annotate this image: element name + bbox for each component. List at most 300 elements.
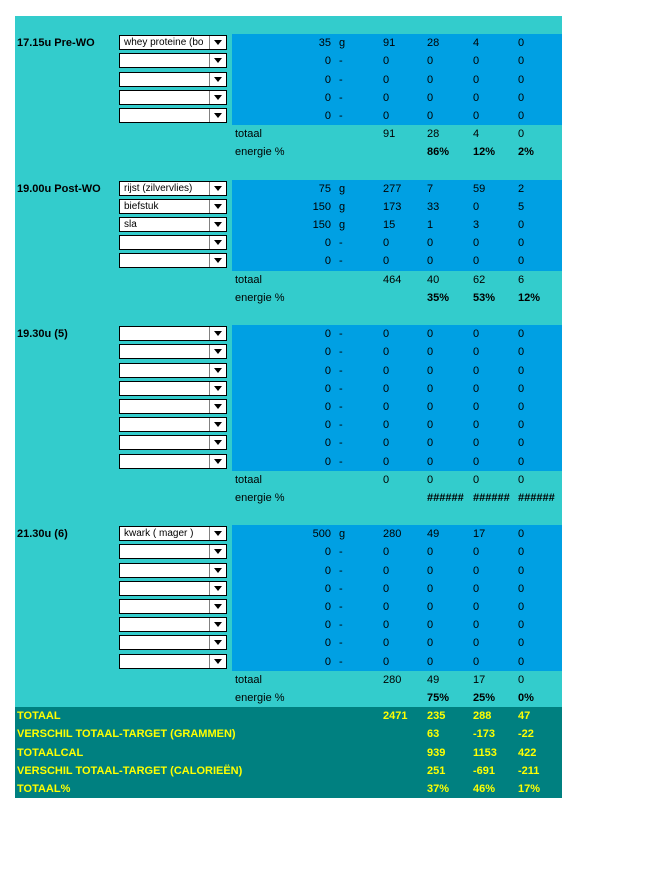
koolhydraat-value: 0 bbox=[473, 328, 480, 341]
amount-value[interactable]: 0 bbox=[324, 655, 331, 668]
food-select[interactable] bbox=[119, 344, 227, 359]
food-row bbox=[15, 653, 562, 671]
chevron-down-icon[interactable] bbox=[209, 182, 226, 195]
food-select[interactable] bbox=[119, 181, 227, 196]
koolhydraat-value: 0 bbox=[473, 73, 480, 86]
food-row bbox=[15, 598, 562, 616]
amount-value[interactable]: 0 bbox=[324, 55, 331, 68]
totaal-eiwit: 0 bbox=[427, 473, 434, 486]
koolhydraat-value: 0 bbox=[473, 55, 480, 68]
vet-value: 0 bbox=[518, 400, 525, 413]
amount-value[interactable]: 0 bbox=[324, 73, 331, 86]
kcal-value: 0 bbox=[383, 655, 390, 668]
chevron-down-icon[interactable] bbox=[209, 636, 226, 649]
summary-eiwit: 63 bbox=[427, 728, 440, 741]
energie-koolhydraat: 53% bbox=[473, 291, 496, 304]
meals-container bbox=[15, 34, 562, 707]
summary-vet: -22 bbox=[518, 728, 534, 741]
amount-value[interactable]: 0 bbox=[324, 400, 331, 413]
energie-label: energie % bbox=[235, 291, 285, 304]
amount-value[interactable]: 150 bbox=[312, 200, 331, 213]
amount-unit: g bbox=[339, 200, 346, 213]
koolhydraat-value: 4 bbox=[473, 37, 480, 50]
amount-value[interactable]: 0 bbox=[324, 382, 331, 395]
summary-vet: -211 bbox=[518, 764, 540, 777]
koolhydraat-value: 59 bbox=[473, 182, 486, 195]
koolhydraat-value: 0 bbox=[473, 637, 480, 650]
meal-section bbox=[15, 180, 562, 326]
summary-vet: 17% bbox=[518, 782, 541, 795]
amount-value[interactable]: 0 bbox=[324, 601, 331, 613]
eiwit-value: 0 bbox=[427, 328, 434, 341]
summary-label: TOTAALCAL bbox=[17, 746, 84, 759]
food-select[interactable] bbox=[119, 435, 227, 450]
summary-label: TOTAAL% bbox=[17, 782, 71, 795]
summary-row bbox=[15, 725, 562, 743]
amount-unit: g bbox=[339, 528, 346, 541]
koolhydraat-value: 0 bbox=[473, 546, 480, 559]
energie-row bbox=[15, 489, 562, 507]
koolhydraat-value: 0 bbox=[473, 109, 480, 122]
amount-value[interactable]: 0 bbox=[324, 419, 331, 432]
summary-koolhydraat: -173 bbox=[473, 728, 496, 741]
amount-unit: - bbox=[339, 419, 343, 432]
food-row bbox=[15, 543, 562, 561]
food-row bbox=[15, 380, 562, 398]
eiwit-value: 0 bbox=[427, 91, 434, 104]
food-row bbox=[15, 562, 562, 580]
chevron-down-icon[interactable] bbox=[209, 382, 226, 395]
chevron-down-icon[interactable] bbox=[209, 200, 226, 213]
amount-unit: - bbox=[339, 437, 343, 450]
amount-unit: - bbox=[339, 55, 343, 68]
totaal-vet: 6 bbox=[518, 273, 525, 286]
energie-label: energie % bbox=[235, 691, 285, 704]
amount-value[interactable]: 0 bbox=[324, 437, 331, 450]
amount-unit: - bbox=[339, 382, 343, 395]
energie-eiwit: 35% bbox=[427, 291, 450, 304]
koolhydraat-value: 0 bbox=[473, 437, 480, 450]
food-row bbox=[15, 180, 562, 198]
vet-value: 0 bbox=[518, 109, 525, 122]
chevron-down-icon[interactable] bbox=[209, 218, 226, 231]
eiwit-value: 49 bbox=[427, 528, 440, 541]
food-select-value: rijst (zilvervlies) bbox=[124, 182, 193, 194]
amount-value[interactable]: 0 bbox=[324, 637, 331, 650]
koolhydraat-value: 17 bbox=[473, 528, 486, 541]
totaal-koolhydraat: 17 bbox=[473, 673, 486, 686]
totaal-label: totaal bbox=[235, 473, 262, 486]
koolhydraat-value: 0 bbox=[473, 200, 480, 213]
chevron-down-icon[interactable] bbox=[209, 36, 226, 49]
chevron-down-icon[interactable] bbox=[209, 400, 226, 413]
amount-value[interactable]: 0 bbox=[324, 564, 331, 577]
vet-value: 0 bbox=[518, 73, 525, 86]
vet-value: 0 bbox=[518, 601, 525, 613]
eiwit-value: 33 bbox=[427, 200, 440, 213]
amount-unit: - bbox=[339, 637, 343, 650]
vet-value: 0 bbox=[518, 419, 525, 432]
food-select-value: sla bbox=[124, 219, 137, 231]
eiwit-value: 0 bbox=[427, 364, 434, 377]
spacer-row bbox=[15, 162, 562, 180]
totaal-vet: 0 bbox=[518, 473, 525, 486]
amount-value[interactable]: 0 bbox=[324, 619, 331, 632]
food-select[interactable] bbox=[119, 599, 227, 614]
koolhydraat-value: 0 bbox=[473, 582, 480, 595]
chevron-down-icon[interactable] bbox=[209, 655, 226, 668]
eiwit-value: 0 bbox=[427, 237, 434, 250]
vet-value: 0 bbox=[518, 55, 525, 68]
koolhydraat-value: 0 bbox=[473, 601, 480, 613]
amount-unit: - bbox=[339, 455, 343, 468]
amount-unit: - bbox=[339, 400, 343, 413]
spacer-row bbox=[15, 307, 562, 325]
kcal-value: 277 bbox=[383, 182, 402, 195]
amount-unit: - bbox=[339, 564, 343, 577]
kcal-value: 0 bbox=[383, 400, 390, 413]
eiwit-value: 0 bbox=[427, 546, 434, 559]
vet-value: 0 bbox=[518, 564, 525, 577]
summary-label: VERSCHIL TOTAAL-TARGET (CALORIEËN) bbox=[17, 764, 243, 777]
food-select[interactable] bbox=[119, 417, 227, 432]
chevron-down-icon[interactable] bbox=[209, 600, 226, 613]
chevron-down-icon[interactable] bbox=[209, 582, 226, 595]
kcal-value: 0 bbox=[383, 455, 390, 468]
totaal-eiwit: 49 bbox=[427, 673, 440, 686]
amount-value[interactable]: 500 bbox=[312, 528, 331, 541]
food-select[interactable] bbox=[119, 617, 227, 632]
meal-name: 17.15u Pre-WO bbox=[17, 37, 95, 50]
energie-vet: 2% bbox=[518, 146, 534, 159]
amount-value[interactable]: 0 bbox=[324, 255, 331, 268]
energie-koolhydraat: 25% bbox=[473, 691, 496, 704]
summary-eiwit: 251 bbox=[427, 764, 446, 777]
totaal-label: totaal bbox=[235, 673, 262, 686]
amount-value[interactable]: 0 bbox=[324, 455, 331, 468]
totaal-kcal: 0 bbox=[383, 473, 390, 486]
vet-value: 0 bbox=[518, 255, 525, 268]
food-select[interactable] bbox=[119, 108, 227, 123]
summary-container bbox=[15, 707, 562, 798]
kcal-value: 0 bbox=[383, 546, 390, 559]
koolhydraat-value: 0 bbox=[473, 400, 480, 413]
kcal-value: 0 bbox=[383, 382, 390, 395]
chevron-down-icon[interactable] bbox=[209, 364, 226, 377]
amount-value[interactable]: 150 bbox=[312, 219, 331, 232]
vet-value: 0 bbox=[518, 655, 525, 668]
vet-value: 0 bbox=[518, 346, 525, 359]
amount-value[interactable]: 0 bbox=[324, 237, 331, 250]
amount-unit: - bbox=[339, 364, 343, 377]
koolhydraat-value: 0 bbox=[473, 655, 480, 668]
kcal-value: 0 bbox=[383, 564, 390, 577]
eiwit-value: 0 bbox=[427, 382, 434, 395]
totaal-kcal: 91 bbox=[383, 128, 396, 141]
food-row bbox=[15, 434, 562, 452]
amount-unit: - bbox=[339, 328, 343, 341]
amount-unit: - bbox=[339, 582, 343, 595]
amount-unit: - bbox=[339, 601, 343, 613]
spreadsheet bbox=[15, 16, 562, 798]
vet-value: 0 bbox=[518, 619, 525, 632]
amount-unit: - bbox=[339, 237, 343, 250]
food-select[interactable] bbox=[119, 53, 227, 68]
koolhydraat-value: 0 bbox=[473, 255, 480, 268]
vet-value: 0 bbox=[518, 364, 525, 377]
energie-koolhydraat: 12% bbox=[473, 146, 496, 159]
chevron-down-icon[interactable] bbox=[209, 254, 226, 267]
kcal-value: 0 bbox=[383, 601, 390, 613]
vet-value: 0 bbox=[518, 237, 525, 250]
food-row bbox=[15, 71, 562, 89]
chevron-down-icon[interactable] bbox=[209, 436, 226, 449]
header-spacer-row bbox=[15, 16, 562, 34]
food-select[interactable] bbox=[119, 635, 227, 650]
eiwit-value: 0 bbox=[427, 437, 434, 450]
chevron-down-icon[interactable] bbox=[209, 73, 226, 86]
summary-koolhydraat: 288 bbox=[473, 710, 492, 723]
eiwit-value: 7 bbox=[427, 182, 434, 195]
totaal-label: totaal bbox=[235, 273, 262, 286]
eiwit-value: 0 bbox=[427, 637, 434, 650]
amount-value[interactable]: 0 bbox=[324, 364, 331, 377]
food-select[interactable] bbox=[119, 253, 227, 268]
amount-value[interactable]: 75 bbox=[318, 182, 331, 195]
eiwit-value: 0 bbox=[427, 55, 434, 68]
amount-unit: - bbox=[339, 546, 343, 559]
vet-value: 0 bbox=[518, 219, 525, 232]
meal-name: 19.00u Post-WO bbox=[17, 182, 101, 195]
totaal-label: totaal bbox=[235, 128, 262, 141]
summary-label: TOTAAL bbox=[17, 710, 61, 723]
meal-name: 21.30u (6) bbox=[17, 528, 68, 541]
totaal-koolhydraat: 62 bbox=[473, 273, 486, 286]
vet-value: 5 bbox=[518, 200, 525, 213]
summary-eiwit: 939 bbox=[427, 746, 446, 759]
summary-row bbox=[15, 762, 562, 780]
totaal-vet: 0 bbox=[518, 128, 525, 141]
kcal-value: 0 bbox=[383, 55, 390, 68]
totaal-row bbox=[15, 671, 562, 689]
kcal-value: 280 bbox=[383, 528, 402, 541]
chevron-down-icon[interactable] bbox=[209, 345, 226, 358]
food-select[interactable] bbox=[119, 399, 227, 414]
food-row bbox=[15, 52, 562, 70]
food-row bbox=[15, 634, 562, 652]
amount-unit: - bbox=[339, 346, 343, 359]
eiwit-value: 28 bbox=[427, 37, 440, 50]
food-select-value: biefstuk bbox=[124, 200, 159, 212]
eiwit-value: 0 bbox=[427, 346, 434, 359]
food-row bbox=[15, 525, 562, 543]
amount-value[interactable]: 0 bbox=[324, 346, 331, 359]
vet-value: 0 bbox=[518, 37, 525, 50]
chevron-down-icon[interactable] bbox=[209, 527, 226, 540]
vet-value: 0 bbox=[518, 528, 525, 541]
food-row bbox=[15, 198, 562, 216]
amount-value[interactable]: 0 bbox=[324, 546, 331, 559]
kcal-value: 0 bbox=[383, 91, 390, 104]
summary-vet: 47 bbox=[518, 710, 531, 723]
food-select-value: kwark ( mager ) bbox=[124, 528, 194, 540]
totaal-eiwit: 28 bbox=[427, 128, 440, 141]
meal-section bbox=[15, 325, 562, 525]
energie-row bbox=[15, 289, 562, 307]
chevron-down-icon[interactable] bbox=[209, 418, 226, 431]
food-row bbox=[15, 416, 562, 434]
eiwit-value: 1 bbox=[427, 219, 434, 232]
koolhydraat-value: 0 bbox=[473, 455, 480, 468]
chevron-down-icon[interactable] bbox=[209, 91, 226, 104]
energie-vet: ###### bbox=[518, 491, 555, 504]
kcal-value: 0 bbox=[383, 109, 390, 122]
food-row bbox=[15, 616, 562, 634]
summary-koolhydraat: 46% bbox=[473, 782, 496, 795]
kcal-value: 0 bbox=[383, 255, 390, 268]
vet-value: 0 bbox=[518, 91, 525, 104]
amount-unit: - bbox=[339, 73, 343, 86]
food-select-value: whey proteine (bo bbox=[124, 37, 204, 49]
totaal-row bbox=[15, 271, 562, 289]
food-select[interactable] bbox=[119, 454, 227, 469]
vet-value: 0 bbox=[518, 382, 525, 395]
summary-row bbox=[15, 707, 562, 725]
kcal-value: 0 bbox=[383, 364, 390, 377]
vet-value: 0 bbox=[518, 546, 525, 559]
amount-value[interactable]: 0 bbox=[324, 328, 331, 341]
spacer-row bbox=[15, 507, 562, 525]
summary-label: VERSCHIL TOTAAL-TARGET (GRAMMEN) bbox=[17, 728, 236, 741]
kcal-value: 173 bbox=[383, 200, 402, 213]
energie-label: energie % bbox=[235, 491, 285, 504]
food-row bbox=[15, 453, 562, 471]
koolhydraat-value: 0 bbox=[473, 364, 480, 377]
vet-value: 0 bbox=[518, 455, 525, 468]
amount-value[interactable]: 0 bbox=[324, 91, 331, 104]
food-select[interactable] bbox=[119, 581, 227, 596]
food-row bbox=[15, 362, 562, 380]
amount-unit: - bbox=[339, 109, 343, 122]
food-select[interactable] bbox=[119, 363, 227, 378]
summary-koolhydraat: -691 bbox=[473, 764, 496, 777]
chevron-down-icon[interactable] bbox=[209, 564, 226, 577]
totaal-row bbox=[15, 125, 562, 143]
amount-unit: g bbox=[339, 182, 346, 195]
summary-eiwit: 235 bbox=[427, 710, 446, 723]
totaal-koolhydraat: 0 bbox=[473, 473, 480, 486]
food-select[interactable] bbox=[119, 35, 227, 50]
kcal-value: 0 bbox=[383, 237, 390, 250]
food-select[interactable] bbox=[119, 199, 227, 214]
eiwit-value: 0 bbox=[427, 455, 434, 468]
food-row bbox=[15, 343, 562, 361]
koolhydraat-value: 0 bbox=[473, 419, 480, 432]
food-select[interactable] bbox=[119, 90, 227, 105]
koolhydraat-value: 3 bbox=[473, 219, 480, 232]
eiwit-value: 0 bbox=[427, 109, 434, 122]
amount-unit: - bbox=[339, 91, 343, 104]
koolhydraat-value: 0 bbox=[473, 346, 480, 359]
meal-section bbox=[15, 525, 562, 707]
chevron-down-icon[interactable] bbox=[209, 327, 226, 340]
food-select[interactable] bbox=[119, 326, 227, 341]
energie-eiwit: 75% bbox=[427, 691, 450, 704]
summary-row bbox=[15, 780, 562, 798]
vet-value: 2 bbox=[518, 182, 525, 195]
eiwit-value: 0 bbox=[427, 582, 434, 595]
amount-unit: - bbox=[339, 619, 343, 632]
chevron-down-icon[interactable] bbox=[209, 545, 226, 558]
totaal-row bbox=[15, 471, 562, 489]
energie-eiwit: 86% bbox=[427, 146, 450, 159]
food-select[interactable] bbox=[119, 526, 227, 541]
food-row bbox=[15, 107, 562, 125]
summary-eiwit: 37% bbox=[427, 782, 450, 795]
vet-value: 0 bbox=[518, 328, 525, 341]
food-select[interactable] bbox=[119, 72, 227, 87]
summary-kcal: 2471 bbox=[383, 710, 408, 723]
kcal-value: 0 bbox=[383, 437, 390, 450]
chevron-down-icon[interactable] bbox=[209, 236, 226, 249]
eiwit-value: 0 bbox=[427, 619, 434, 632]
kcal-value: 0 bbox=[383, 419, 390, 432]
meal-section bbox=[15, 34, 562, 180]
energie-vet: 0% bbox=[518, 691, 534, 704]
food-select[interactable] bbox=[119, 381, 227, 396]
amount-unit: g bbox=[339, 37, 346, 50]
amount-unit: g bbox=[339, 219, 346, 232]
energie-eiwit: ###### bbox=[427, 491, 464, 504]
eiwit-value: 0 bbox=[427, 400, 434, 413]
eiwit-value: 0 bbox=[427, 564, 434, 577]
food-select[interactable] bbox=[119, 217, 227, 232]
koolhydraat-value: 0 bbox=[473, 619, 480, 632]
kcal-value: 0 bbox=[383, 73, 390, 86]
amount-unit: - bbox=[339, 255, 343, 268]
food-select[interactable] bbox=[119, 563, 227, 578]
food-row bbox=[15, 325, 562, 343]
energie-row bbox=[15, 689, 562, 707]
chevron-down-icon[interactable] bbox=[209, 455, 226, 468]
energie-koolhydraat: ###### bbox=[473, 491, 510, 504]
kcal-value: 0 bbox=[383, 637, 390, 650]
food-select[interactable] bbox=[119, 544, 227, 559]
food-select[interactable] bbox=[119, 235, 227, 250]
totaal-eiwit: 40 bbox=[427, 273, 440, 286]
food-row bbox=[15, 89, 562, 107]
totaal-koolhydraat: 4 bbox=[473, 128, 480, 141]
chevron-down-icon[interactable] bbox=[209, 618, 226, 631]
food-select[interactable] bbox=[119, 654, 227, 669]
amount-value[interactable]: 35 bbox=[318, 37, 331, 50]
chevron-down-icon[interactable] bbox=[209, 109, 226, 122]
energie-vet: 12% bbox=[518, 291, 541, 304]
kcal-value: 91 bbox=[383, 37, 396, 50]
energie-row bbox=[15, 143, 562, 161]
kcal-value: 0 bbox=[383, 328, 390, 341]
amount-value[interactable]: 0 bbox=[324, 109, 331, 122]
vet-value: 0 bbox=[518, 582, 525, 595]
chevron-down-icon[interactable] bbox=[209, 54, 226, 67]
energie-label: energie % bbox=[235, 146, 285, 159]
meal-name: 19.30u (5) bbox=[17, 328, 68, 341]
eiwit-value: 0 bbox=[427, 655, 434, 668]
kcal-value: 0 bbox=[383, 346, 390, 359]
kcal-value: 15 bbox=[383, 219, 396, 232]
food-row bbox=[15, 34, 562, 52]
amount-value[interactable]: 0 bbox=[324, 582, 331, 595]
